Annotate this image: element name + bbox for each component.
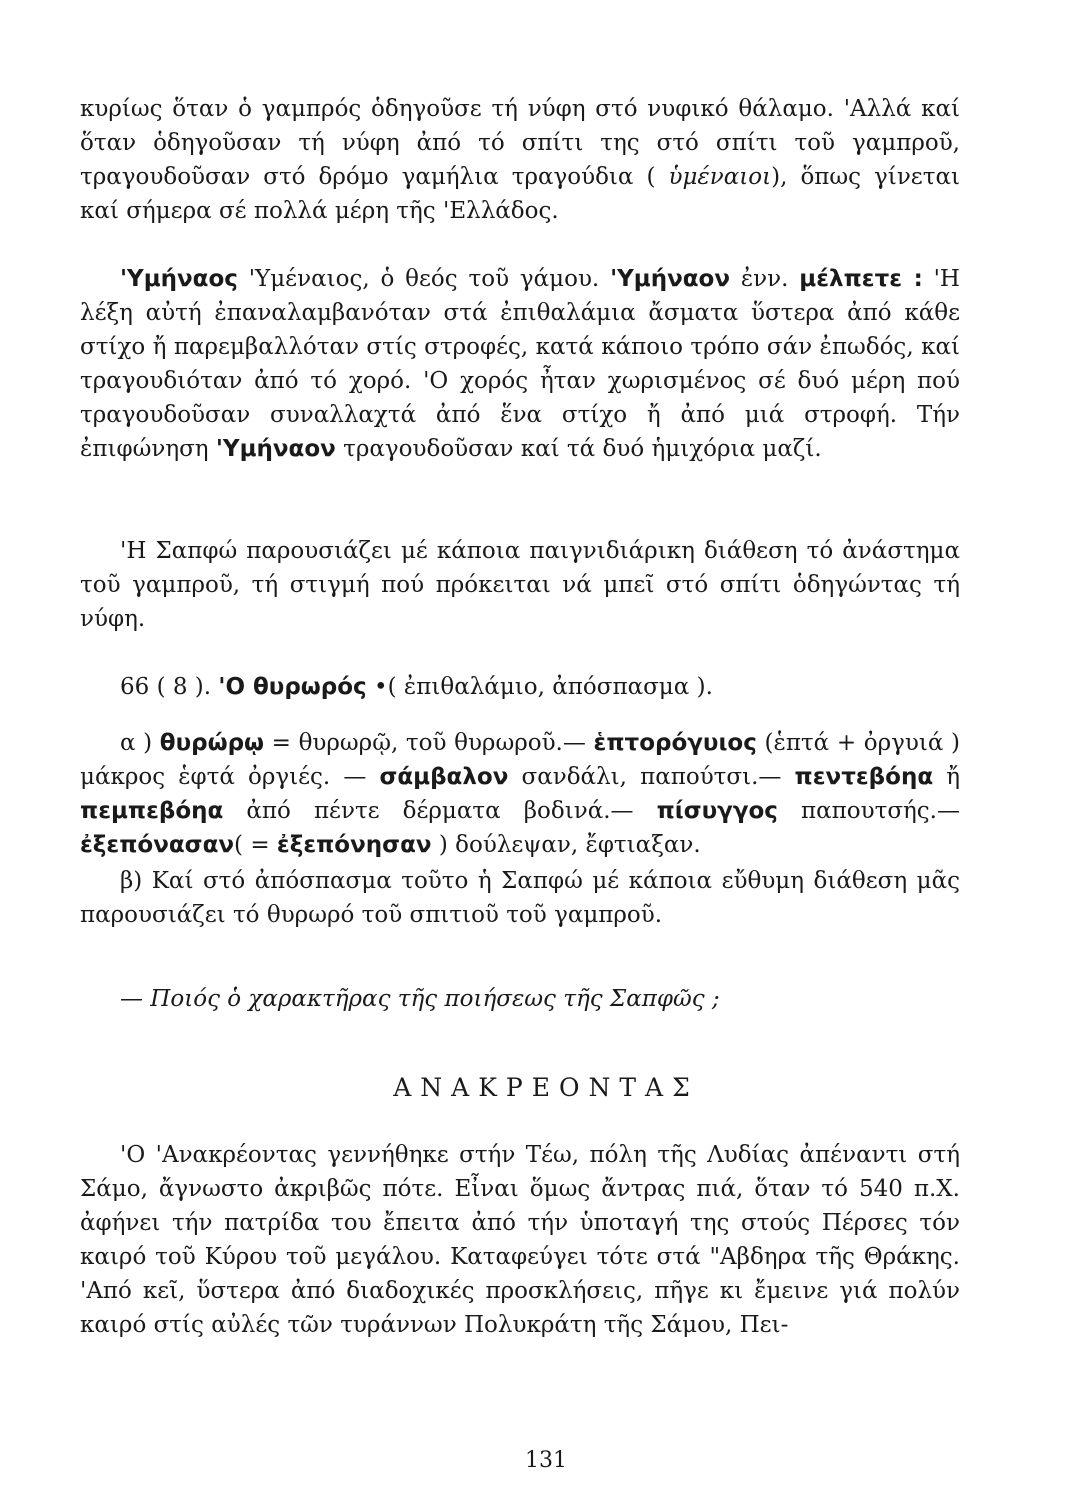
glossary-notes: α ) θυρώρῳ = θυρωρῷ, τοῦ θυρωροῦ.— ἑπτορόγυιος (ἑπτά + ὀργυιά ) μάκρος ἑφτά ὀργιές. — σάμβαλον σανδάλι, παπούτσι.— πεντεβόηα ἤ πεμπεβόηα ἀπό πέντε δέρματα βοδινά.— πίσυγγος παπουτσής.— ἐξεπόνασαν( = ἐξεπόνησαν ) δούλεψαν, ἔφτιαξαν. [80,730,961,858]
fragment-title: 'Ο θυρωρός [218,674,367,700]
paragraph-sappho-groom: 'Η Σαπφώ παρουσιάζει μέ κάποια παιγνιδιάρικη διάθεση τό ἀνάστημα τοῦ γαμπροῦ, τή στιγμή πού πρόκειται νά μπεῖ στό σπίτι ὁδηγώντας τή νύφη. [80,538,960,632]
page-number: 131 [525,1448,567,1473]
fragment-heading-66: 66 ( 8 ). 'Ο θυρωρός •( ἐπιθαλάμιο, ἀπόσπασμα ). [120,674,713,700]
term-hymenaon: 'Υμήναον [610,266,731,292]
term-hymenaos: 'Υμήναος [120,266,238,292]
term-hymenaon-2: 'Υμήναον [215,436,336,462]
term-melpete: μέλπετε : [799,266,923,292]
term-hymenaioi: ὑμέναιοι [668,164,772,190]
paragraph-anacreon-bio: 'Ο 'Ανακρέοντας γεννήθηκε στήν Τέω, πόλη τῆς Λυδίας ἀπέναντι στή Σάμο, ἄγνωστο ἀκριβῶς πότε. Εἶναι ὅμως ἄντρας πιά, ὅταν τό 540 π.Χ. ἀφήνει τήν πατρίδα του ἔπειτα ἀπό τήν ὑποταγή της στούς Πέρσες τόν καιρό τοῦ Κύρου τοῦ μεγάλου. Καταφεύγει τότε στά "Αβδηρα τῆς Θράκης. 'Από κεῖ, ὕστερα ἀπό διαδοχικές προσκλήσεις, πῆγε κι ἔμεινε γιά πολύν καιρό στίς αὐλές τῶν τυράννων Πολυκράτη τῆς Σάμου, Πει- [80,1142,960,1338]
paragraph-doorkeeper: β) Καί στό ἀπόσπασμα τοῦτο ἡ Σαπφώ μέ κάποια εὔθυμη διάθεση μᾶς παρουσιάζει τό θυρωρό τοῦ σπιτιοῦ τοῦ γαμπροῦ. [80,868,960,928]
paragraph-hymenaos-note: 'Υμήναος 'Υμέναιος, ὁ θεός τοῦ γάμου. 'Υμήναον ἐνν. μέλπετε : 'Η λέξη αὐτή ἐπαναλαμβανόταν στά ἐπιθαλάμια ἄσματα ὕστερα ἀπό κάθε στίχο ἤ παρεμβαλλόταν στίς στροφές, κατά κάποιο τρόπο σάν ἐπωδός, καί τραγουδιόταν ἀπό τό χορό. 'Ο χορός ἦταν χωρισμένος σέ δυό μέρη πού τραγουδοῦσαν συναλλαχτά ἀπό ἕνα στίχο ἤ ἀπό μιά στροφή. Τήν ἐπιφώνηση 'Υμήναον τραγουδοῦσαν καί τά δυό ἡμιχόρια μαζί. [80,266,960,462]
section-heading-anakreontas: ΑΝΑΚΡΕΟΝΤΑΣ [393,1073,699,1102]
paragraph-wedding-songs: κυρίως ὅταν ὁ γαμπρός ὁδηγοῦσε τή νύφη στό νυφικό θάλαμο. 'Αλλά καί ὅταν ὁδηγοῦσαν τή νύφη ἀπό τό σπίτι της στό σπίτι τοῦ γαμπροῦ, τραγουδοῦσαν στό δρόμο γαμήλια τραγούδια ( ὑμέναιοι), ὅπως γίνεται καί σήμερα σέ πολλά μέρη τῆς 'Ελλάδος. [80,96,960,224]
study-question: — Ποιός ὁ χαρακτῆρας τῆς ποιήσεως τῆς Σαπφῶς ; [120,986,720,1012]
